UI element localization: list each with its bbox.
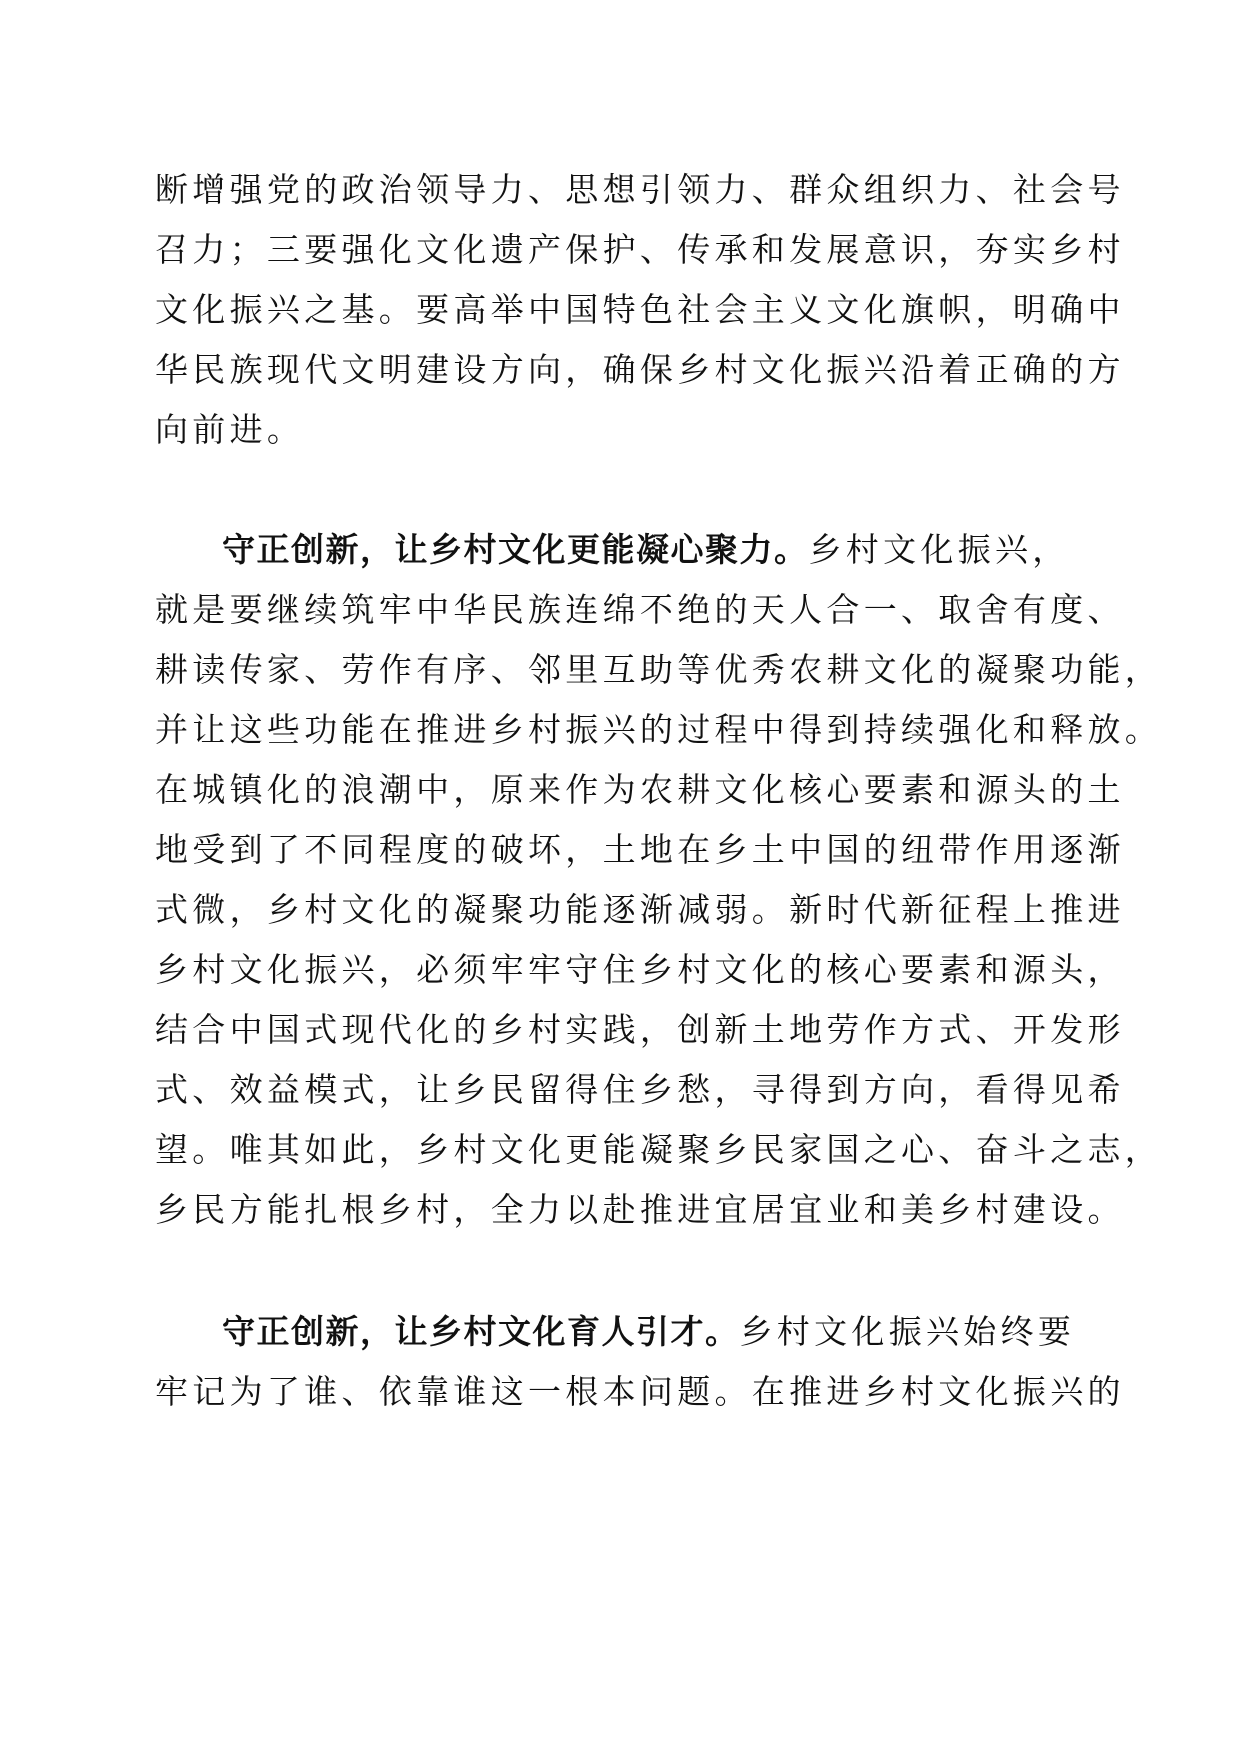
paragraph-2-line-4: 并让这些功能在推进乡村振兴的过程中得到持续强化和释放。 xyxy=(155,710,1163,749)
paragraph-2-first-line xyxy=(222,530,1162,570)
paragraph-1-line-5: 向前进。 xyxy=(155,410,305,449)
paragraph-3-heading: 守正创新，让乡村文化育人引才。 xyxy=(222,1312,740,1351)
paragraph-2-line-9: 结合中国式现代化的乡村实践，创新土地劳作方式、开发形 xyxy=(155,1010,1125,1049)
paragraph-3-line-2: 牢记为了谁、依靠谁这一根本问题。在推进乡村文化振兴的 xyxy=(155,1372,1125,1411)
paragraph-2-heading: 守正创新，让乡村文化更能凝心聚力。 xyxy=(222,530,809,569)
paragraph-2-line-2: 就是要继续筑牢中华民族连绵不绝的天人合一、取舍有度、 xyxy=(155,590,1125,629)
paragraph-1-line-3: 文化振兴之基。要高举中国特色社会主义文化旗帜，明确中 xyxy=(155,290,1125,329)
paragraph-2-line-8: 乡村文化振兴，必须牢牢守住乡村文化的核心要素和源头， xyxy=(155,950,1125,989)
paragraph-3-first-line xyxy=(222,1312,1162,1352)
paragraph-1-line-1: 断增强党的政治领导力、思想引领力、群众组织力、社会号 xyxy=(155,170,1125,209)
paragraph-2-line-3: 耕读传家、劳作有序、邻里互助等优秀农耕文化的凝聚功能， xyxy=(155,650,1163,689)
paragraph-2-line-11: 望。唯其如此，乡村文化更能凝聚乡民家国之心、奋斗之志， xyxy=(155,1130,1163,1169)
paragraph-2-line-12: 乡民方能扎根乡村，全力以赴推进宜居宜业和美乡村建设。 xyxy=(155,1190,1125,1229)
paragraph-2-line-7: 式微，乡村文化的凝聚功能逐渐减弱。新时代新征程上推进 xyxy=(155,890,1125,929)
paragraph-1-line-4: 华民族现代文明建设方向，确保乡村文化振兴沿着正确的方 xyxy=(155,350,1125,389)
paragraph-2-first-line-text: 乡村文化振兴， xyxy=(808,530,1070,569)
paragraph-2-line-5: 在城镇化的浪潮中，原来作为农耕文化核心要素和源头的土 xyxy=(155,770,1125,809)
paragraph-2-line-10: 式、效益模式，让乡民留得住乡愁，寻得到方向，看得见希 xyxy=(155,1070,1125,1109)
paragraph-3-first-line-text: 乡村文化振兴始终要 xyxy=(739,1312,1076,1351)
paragraph-2-line-6: 地受到了不同程度的破坏，土地在乡土中国的纽带作用逐渐 xyxy=(155,830,1125,869)
paragraph-1-line-2: 召力；三要强化文化遗产保护、传承和发展意识，夯实乡村 xyxy=(155,230,1125,269)
